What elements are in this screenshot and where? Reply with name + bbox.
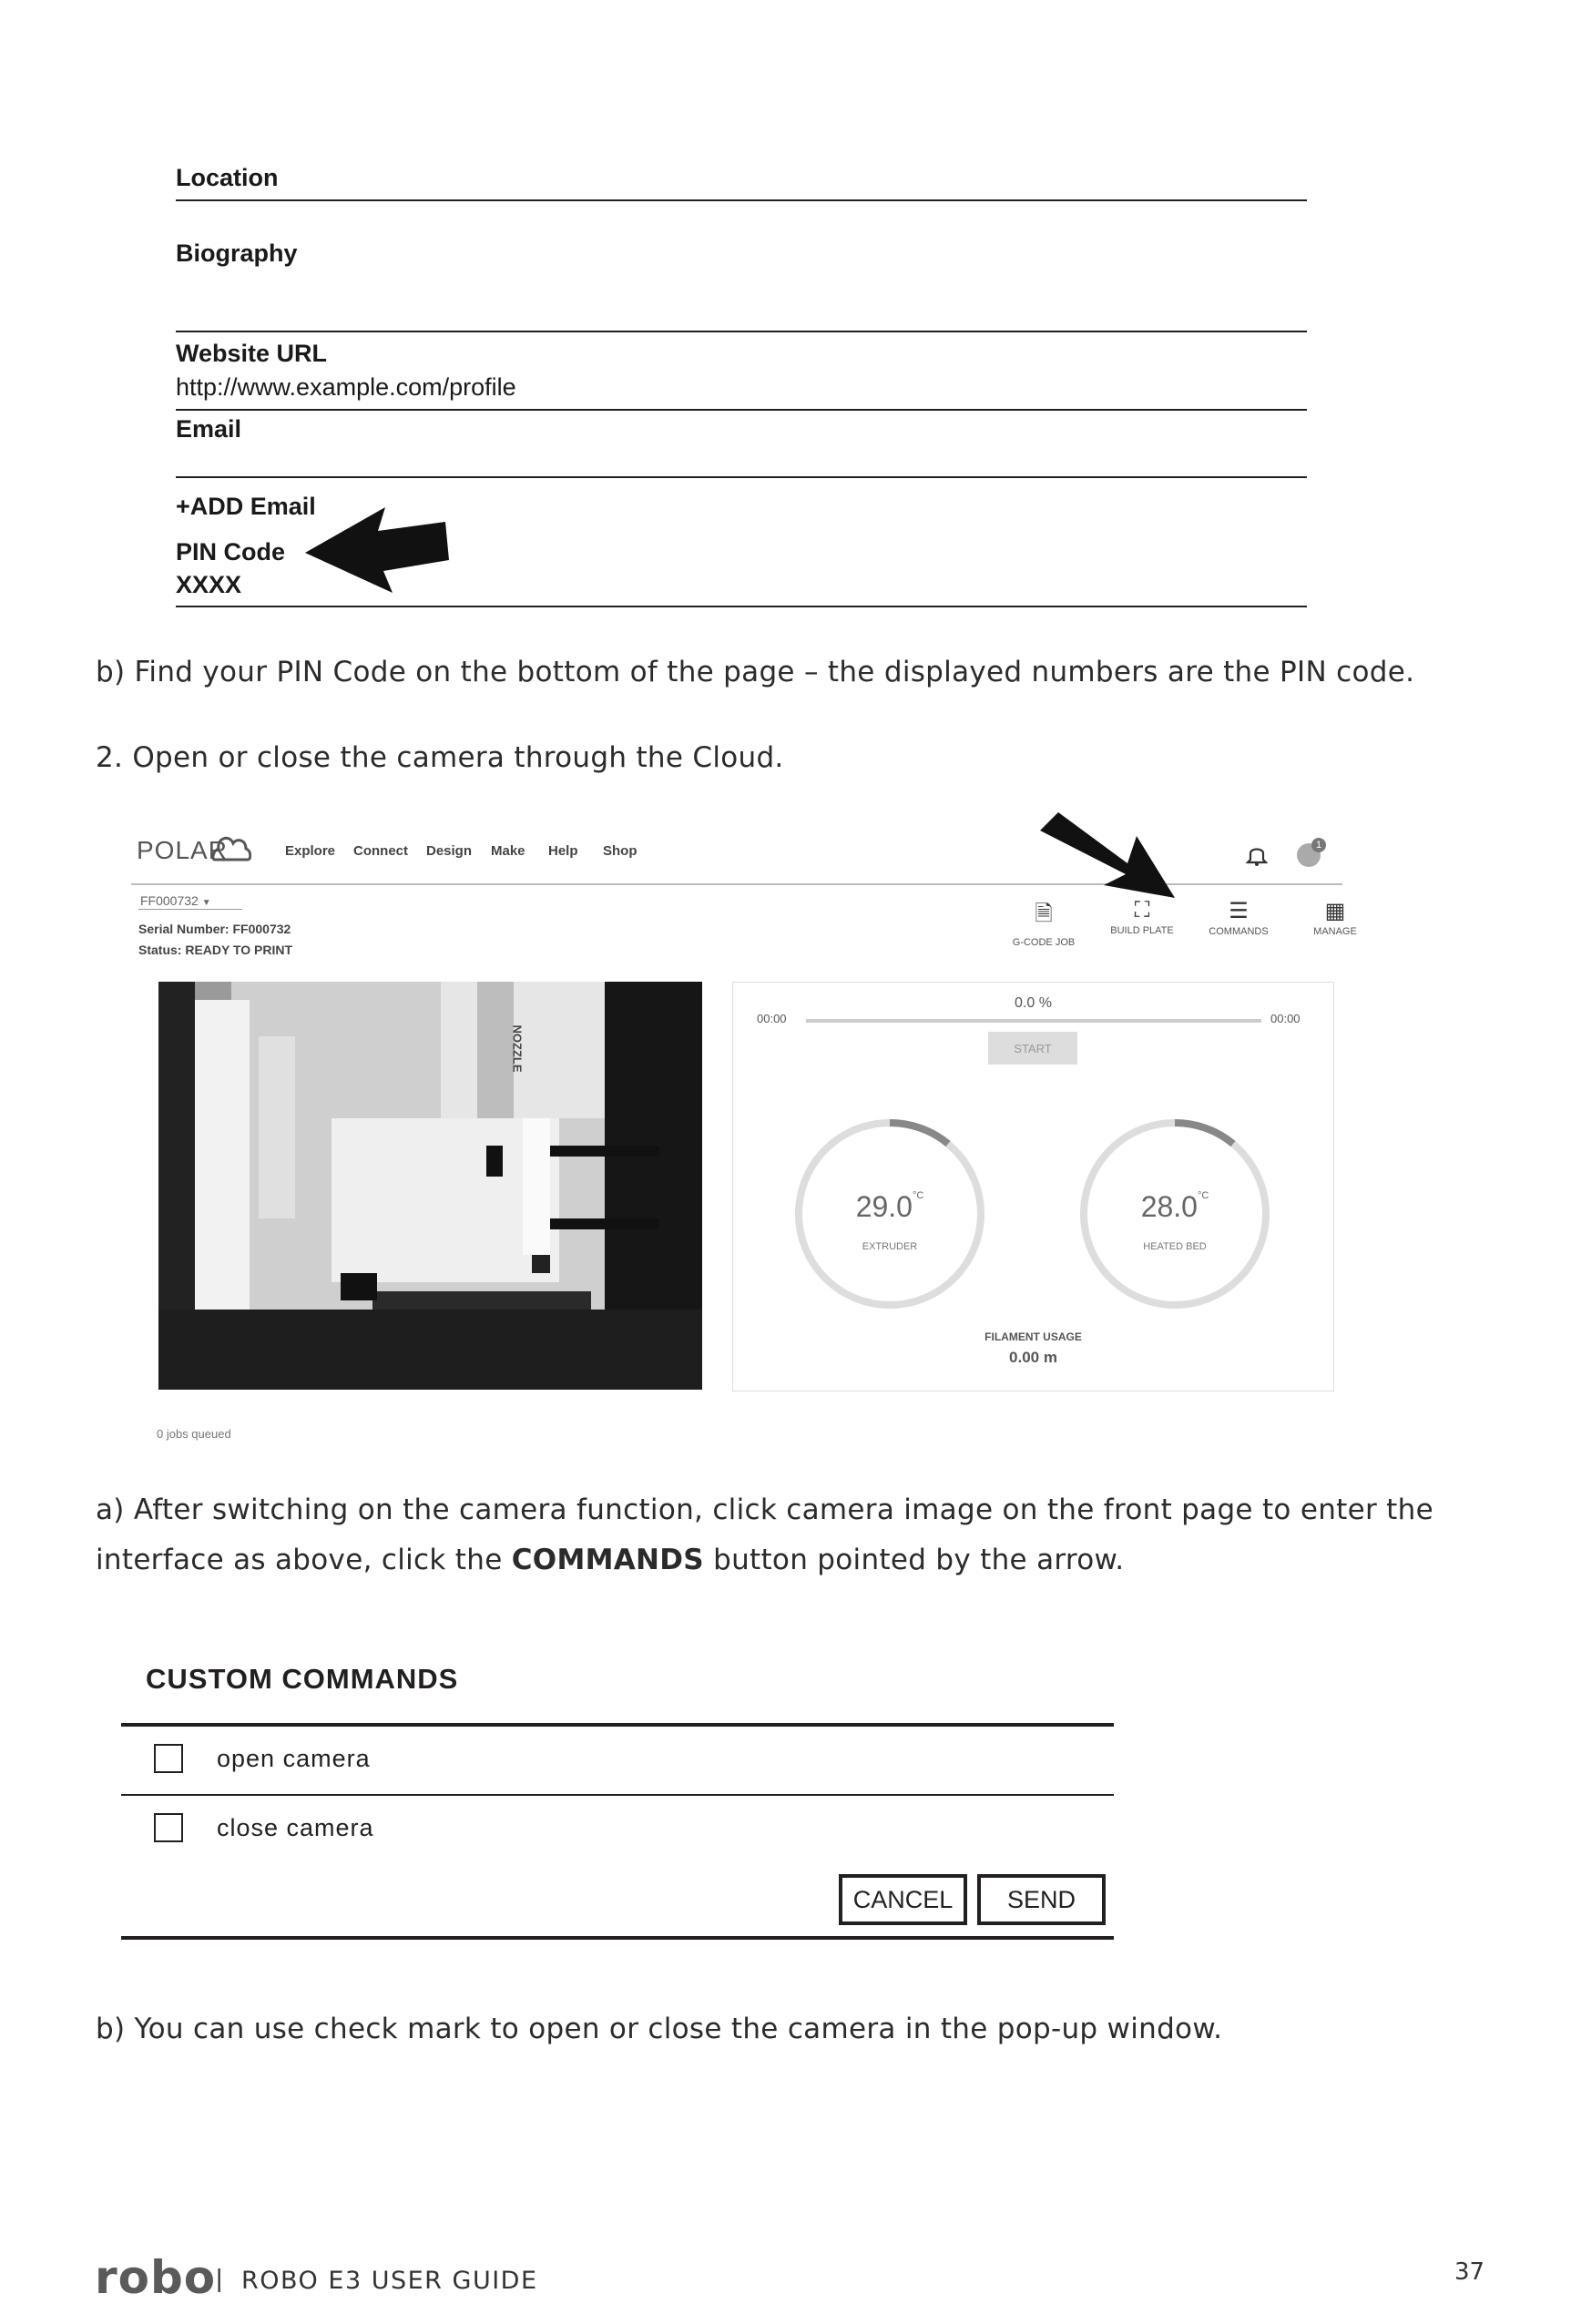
tab-build-plate-label: BUILD PLATE bbox=[1110, 925, 1174, 936]
cancel-button[interactable]: CANCEL bbox=[839, 1874, 967, 1925]
tab-manage-label: MANAGE bbox=[1313, 926, 1357, 937]
commands-arrow-icon bbox=[1038, 810, 1220, 902]
jobs-queued: 0 jobs queued bbox=[157, 1427, 231, 1441]
add-email-link: +ADD Email bbox=[176, 493, 316, 520]
list-icon: ☰ bbox=[1229, 899, 1249, 923]
heated-bed-label: HEATED BED bbox=[1143, 1241, 1207, 1252]
step-a-line2-suffix: button pointed by the arrow. bbox=[703, 1544, 1125, 1576]
open-camera-checkbox[interactable] bbox=[154, 1744, 183, 1773]
bed-readout bbox=[1076, 1190, 1273, 1224]
step-a-line1: a) After switching on the camera function, click camera image on the front page to enter the bbox=[96, 1493, 1433, 1526]
serial-number: Serial Number: FF000732 bbox=[138, 922, 291, 936]
tab-commands-label: COMMANDS bbox=[1209, 926, 1269, 937]
tab-gcode-label: G-CODE JOB bbox=[1012, 937, 1076, 948]
printer-select-value: FF000732 bbox=[140, 893, 199, 908]
caret-down-icon: ▼ bbox=[201, 898, 211, 908]
filament-usage-value: 0.00 m bbox=[1009, 1349, 1057, 1366]
nav-connect[interactable]: Connect bbox=[353, 843, 408, 859]
send-button[interactable]: SEND bbox=[977, 1874, 1106, 1925]
close-camera-label: close camera bbox=[217, 1814, 374, 1841]
polar-cloud-screenshot bbox=[128, 810, 1357, 1457]
website-label: Website URL bbox=[176, 340, 328, 367]
start-button[interactable]: START bbox=[988, 1032, 1077, 1065]
pin-code-label: PIN Code bbox=[176, 538, 286, 566]
time-remaining: 00:00 bbox=[1270, 1012, 1301, 1025]
pin-arrow-icon bbox=[305, 505, 451, 596]
step-a-line2 bbox=[96, 1544, 1124, 1576]
step-a-line2-prefix: interface as above, click the bbox=[96, 1544, 512, 1576]
email-field-line bbox=[176, 476, 1307, 478]
progress-percent: 0.0 % bbox=[1015, 995, 1052, 1011]
filament-usage-label: FILAMENT USAGE bbox=[984, 1330, 1082, 1343]
website-value: http://www.example.com/profile bbox=[176, 373, 516, 401]
tab-commands[interactable] bbox=[1184, 898, 1293, 937]
extruder-label: EXTRUDER bbox=[862, 1241, 918, 1252]
nav-shop[interactable]: Shop bbox=[603, 843, 638, 859]
step-b-text: b) You can use check mark to open or close the camera in the pop-up window. bbox=[96, 2013, 1223, 2045]
dashboard-icon: ▦ bbox=[1324, 899, 1346, 923]
nav-design[interactable]: Design bbox=[426, 843, 473, 859]
camera-image bbox=[158, 982, 702, 1390]
open-camera-label: open camera bbox=[217, 1745, 371, 1772]
dialog-top-rule bbox=[121, 1723, 1114, 1727]
notification-badge: 1 bbox=[1311, 838, 1326, 852]
build-plate-icon: ⛶ bbox=[1134, 898, 1150, 922]
step-a-line2-bold: COMMANDS bbox=[511, 1544, 704, 1576]
tab-build-plate[interactable] bbox=[1087, 898, 1197, 936]
extruder-temp: 29.0 bbox=[855, 1190, 913, 1223]
camera-feed[interactable] bbox=[158, 982, 702, 1390]
custom-commands-title: CUSTOM COMMANDS bbox=[146, 1663, 459, 1695]
close-camera-checkbox[interactable] bbox=[154, 1813, 183, 1842]
nav-explore[interactable]: Explore bbox=[285, 843, 336, 859]
nav-make[interactable]: Make bbox=[491, 843, 525, 859]
tab-gcode-job[interactable] bbox=[989, 898, 1098, 948]
dialog-row-divider bbox=[121, 1794, 1114, 1796]
pin-field-line bbox=[176, 606, 1307, 607]
print-status-panel bbox=[732, 982, 1334, 1391]
tab-manage[interactable] bbox=[1280, 898, 1390, 937]
location-label: Location bbox=[176, 164, 279, 191]
nav-help[interactable]: Help bbox=[548, 843, 578, 859]
pin-code-value: XXXX bbox=[176, 571, 242, 598]
camera-nozzle-label: NOZZLE bbox=[510, 1024, 525, 1073]
bed-unit: °C bbox=[1197, 1190, 1209, 1201]
bell-icon[interactable] bbox=[1246, 843, 1268, 867]
select-underline bbox=[138, 909, 242, 910]
pin-instruction: b) Find your PIN Code on the bottom of the page – the displayed numbers are the PIN code. bbox=[96, 656, 1415, 688]
location-field-line bbox=[176, 199, 1307, 201]
bed-temp: 28.0 bbox=[1140, 1190, 1198, 1223]
dialog-bottom-rule bbox=[121, 1936, 1114, 1940]
polar-logo[interactable]: POLAR bbox=[137, 836, 228, 864]
biography-label: Biography bbox=[176, 240, 298, 267]
page-number: 37 bbox=[1454, 2258, 1485, 2286]
robo-logo: robo bbox=[95, 2251, 217, 2304]
biography-field-line bbox=[176, 331, 1307, 332]
time-elapsed: 00:00 bbox=[757, 1012, 787, 1025]
guide-title: ROBO E3 USER GUIDE bbox=[241, 2267, 538, 2295]
printer-select[interactable] bbox=[140, 893, 211, 908]
printer-status: Status: READY TO PRINT bbox=[138, 943, 293, 957]
website-field-line bbox=[176, 409, 1307, 411]
step-2-heading: 2. Open or close the camera through the Cloud. bbox=[96, 741, 784, 774]
extruder-readout bbox=[791, 1190, 988, 1224]
cloud-icon bbox=[211, 831, 251, 863]
email-label: Email bbox=[176, 415, 242, 443]
footer-separator: | bbox=[216, 2264, 223, 2292]
progress-bar bbox=[806, 1019, 1261, 1023]
file-icon: 🗎 bbox=[1035, 902, 1053, 926]
extruder-unit: °C bbox=[912, 1190, 924, 1201]
